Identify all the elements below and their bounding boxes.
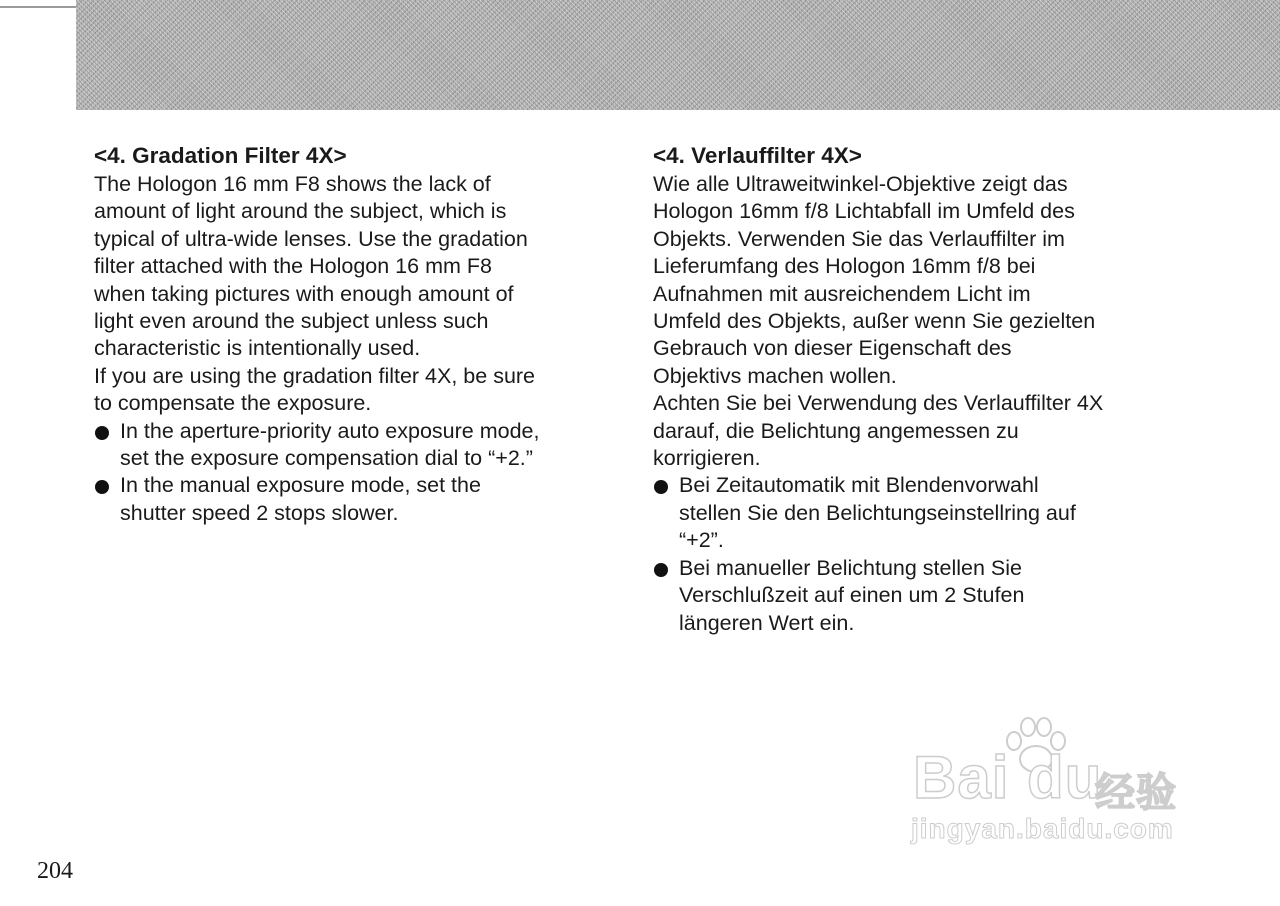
bullet-line: set the exposure compensation dial to “+2.” — [120, 446, 533, 471]
bullet-icon — [95, 426, 109, 440]
list-item — [94, 418, 614, 473]
watermark-url: jingyan.baidu.com — [911, 813, 1174, 844]
list-item — [653, 472, 1193, 554]
paragraph-line: darauf, die Belichtung angemessen zu — [653, 418, 1019, 443]
paragraph-line: Objekts. Verwenden Sie das Verlauffilter im — [653, 226, 1065, 251]
paragraph-line: filter attached with the Hologon 16 mm F8 — [94, 254, 492, 279]
german-bullet-list — [653, 472, 1193, 636]
list-item — [653, 555, 1193, 637]
bullet-line: shutter speed 2 stops slower. — [120, 500, 399, 525]
bullet-icon — [654, 563, 668, 577]
english-bullet-list — [94, 418, 614, 528]
bullet-line: In the aperture-priority auto exposure mode, — [120, 418, 540, 443]
list-item — [94, 472, 614, 527]
paragraph-line: If you are using the gradation filter 4X, be sure — [94, 363, 536, 388]
bullet-line: Bei Zeitautomatik mit Blendenvorwahl — [679, 473, 1039, 498]
paragraph-line: Umfeld des Objekts, außer wenn Sie gezielten — [653, 309, 1096, 334]
bullet-icon — [654, 480, 668, 494]
paragraph-line: when taking pictures with enough amount of — [94, 281, 514, 306]
german-paragraph — [653, 171, 1193, 472]
english-section-title: <4. Gradation Filter 4X> — [94, 143, 347, 168]
english-paragraph — [94, 171, 614, 418]
paragraph-line: Wie alle Ultraweitwinkel-Objektive zeigt das — [653, 172, 1068, 196]
baidu-watermark — [905, 715, 1205, 865]
paragraph-line: Aufnahmen mit ausreichendem Licht im — [653, 281, 1031, 306]
bullet-line: längeren Wert ein. — [679, 610, 855, 635]
paragraph-line: typical of ultra-wide lenses. Use the gradation — [94, 226, 528, 251]
page-number: 204 — [37, 858, 73, 884]
bullet-line: stellen Sie den Belichtungseinstellring auf — [679, 500, 1076, 525]
bullet-icon — [95, 480, 109, 494]
german-column — [653, 141, 1193, 637]
paragraph-line: to compensate the exposure. — [94, 391, 372, 416]
paragraph-line: korrigieren. — [653, 446, 761, 471]
german-section-title: <4. Verlauffilter 4X> — [653, 143, 862, 168]
paragraph-line: Objektivs machen wollen. — [653, 363, 897, 388]
bullet-line: Bei manueller Belichtung stellen Sie — [679, 555, 1023, 580]
paragraph-line: Lieferumfang des Hologon 16mm f/8 bei — [653, 254, 1036, 279]
paragraph-line: Gebrauch von dieser Eigenschaft des — [653, 336, 1012, 361]
bullet-line: Verschlußzeit auf einen um 2 Stufen — [679, 583, 1025, 608]
header-band — [76, 0, 1280, 110]
bullet-line: “+2”. — [679, 528, 724, 553]
english-column — [94, 141, 614, 527]
bullet-line: In the manual exposure mode, set the — [120, 473, 481, 498]
header-rule — [0, 6, 76, 8]
paragraph-line: The Hologon 16 mm F8 shows the lack of — [94, 172, 491, 196]
paragraph-line: amount of light around the subject, which is — [94, 199, 507, 224]
paragraph-line: Achten Sie bei Verwendung des Verlauffilter 4X — [653, 391, 1104, 416]
watermark-sub: 经验 — [1095, 771, 1177, 815]
paragraph-line: Hologon 16mm f/8 Lichtabfall im Umfeld des — [653, 199, 1075, 224]
watermark-brand: Bai du — [913, 744, 1103, 811]
paragraph-line: light even around the subject unless such — [94, 309, 489, 334]
paragraph-line: characteristic is intentionally used. — [94, 336, 421, 361]
